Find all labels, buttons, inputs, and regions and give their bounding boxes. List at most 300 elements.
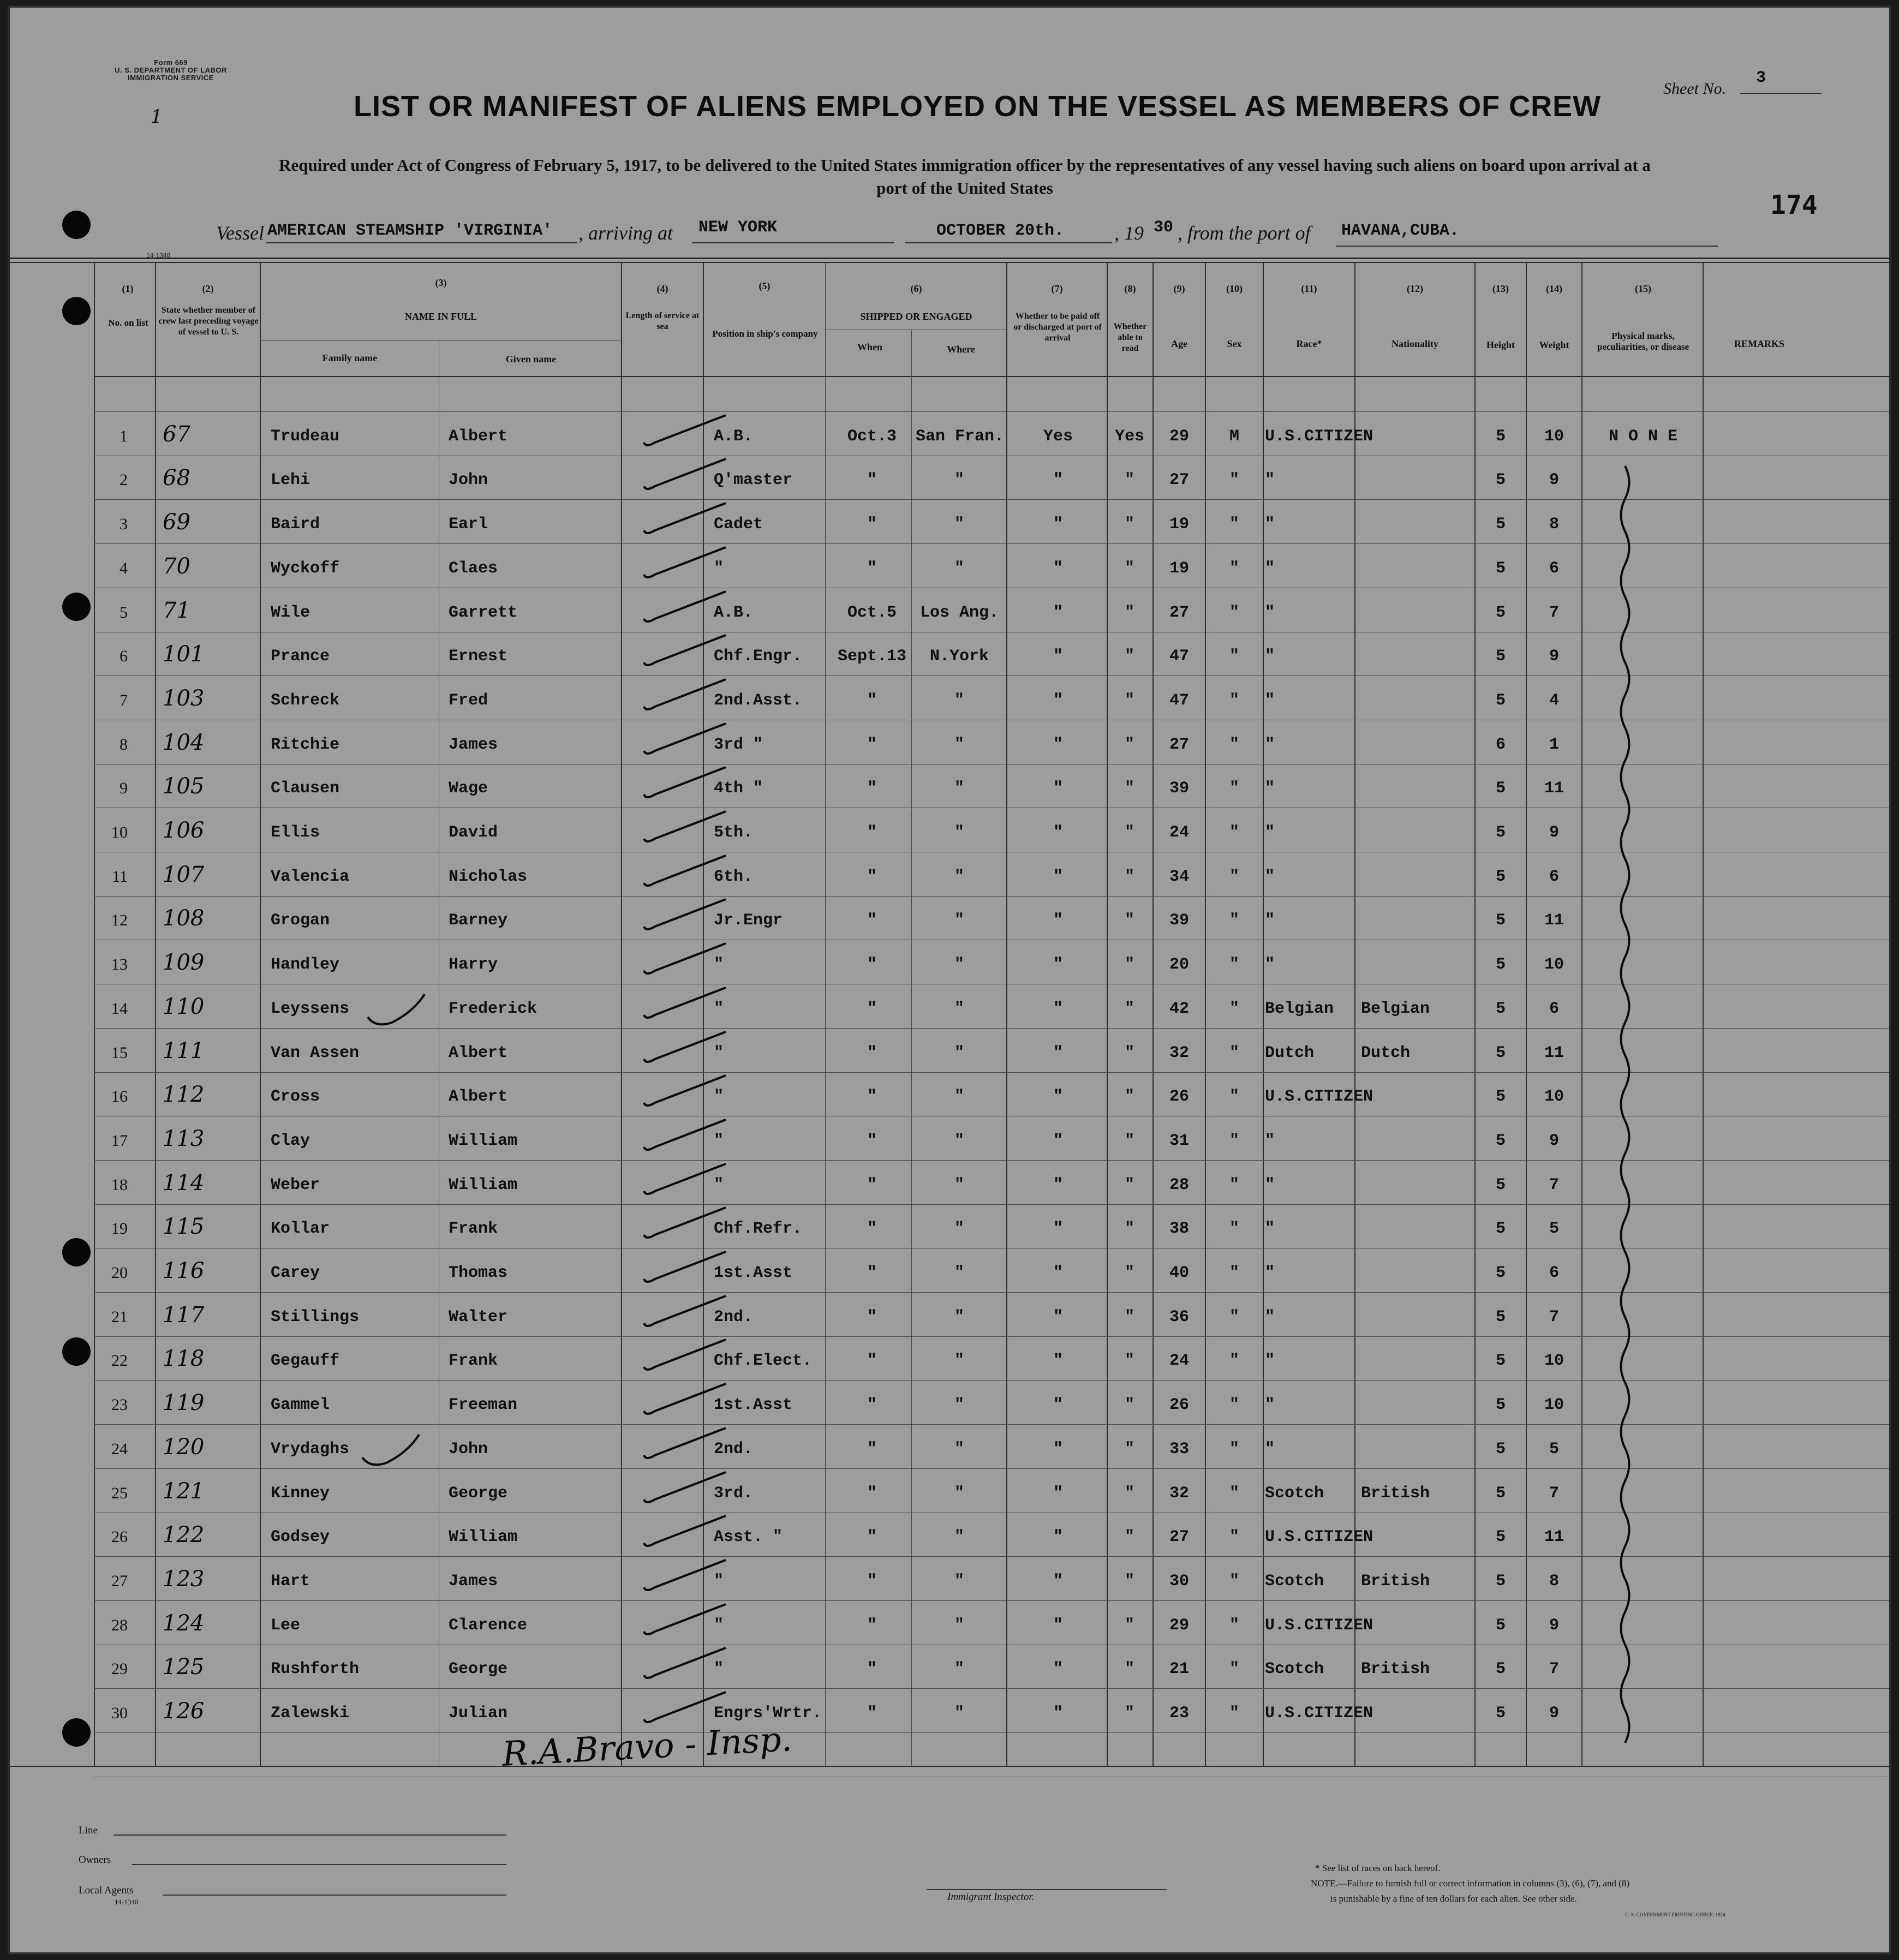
cell-age: 32	[1169, 1484, 1189, 1503]
cell-position: Cadet	[714, 515, 763, 534]
cell-when: "	[867, 1000, 877, 1018]
cell-position: "	[714, 1000, 724, 1018]
cell-when: "	[867, 823, 877, 842]
cell-age: 26	[1169, 1087, 1189, 1106]
cell-when: "	[867, 911, 877, 930]
cell-race: U.S.CITIZEN	[1265, 427, 1374, 446]
previous-voyage-number: 123	[163, 1567, 205, 1592]
stamp-number: 174	[1770, 190, 1818, 220]
cell-paid: "	[1053, 515, 1063, 534]
previous-voyage-number: 70	[163, 554, 190, 579]
cell-read: "	[1124, 1176, 1134, 1194]
cell-where: "	[954, 1132, 964, 1150]
cell-weight: 10	[1544, 955, 1564, 974]
row-number: 28	[111, 1616, 128, 1634]
cell-where: "	[954, 1484, 964, 1503]
cell-race: Dutch	[1265, 1044, 1315, 1062]
cell-race: "	[1265, 691, 1275, 710]
footer-note-races: * See list of races on back hereof.	[1315, 1863, 1441, 1873]
cell-sex: "	[1229, 1176, 1239, 1194]
cell-read: "	[1124, 1352, 1134, 1370]
cell-family: Lee	[271, 1616, 301, 1635]
cell-where: "	[954, 736, 964, 754]
cell-where: "	[954, 1044, 964, 1062]
column-rule	[1703, 262, 1704, 1766]
row-number: 12	[111, 911, 128, 929]
col15-number: (15)	[1635, 283, 1651, 294]
row-number: 11	[112, 868, 128, 886]
cell-nationality: British	[1361, 1572, 1430, 1591]
arriving-port: NEW YORK	[698, 218, 778, 237]
cell-given: Earl	[449, 515, 488, 534]
cell-where: "	[954, 1220, 964, 1238]
cell-family: Ellis	[271, 823, 320, 842]
col2-number: (2)	[202, 283, 214, 294]
cell-sex: "	[1229, 911, 1239, 930]
cell-when: "	[867, 1396, 877, 1414]
col14-header: Weight	[1539, 339, 1569, 350]
cell-family: Carey	[271, 1264, 320, 1282]
name-check-mark	[365, 990, 435, 1044]
previous-voyage-number: 69	[163, 510, 190, 535]
cell-height: 5	[1495, 1176, 1506, 1194]
footer-note-fine: is punishable by a fine of ten dollars for each alien. See other side.	[1330, 1893, 1577, 1904]
cell-weight: 7	[1549, 1176, 1559, 1194]
row-number: 1	[120, 427, 128, 445]
cell-age: 19	[1169, 515, 1189, 534]
cell-when: "	[867, 779, 877, 798]
cell-nationality: British	[1361, 1484, 1430, 1503]
cell-race: U.S.CITIZEN	[1265, 1528, 1374, 1546]
cell-height: 5	[1495, 1528, 1506, 1546]
row-number: 24	[111, 1440, 128, 1458]
cell-position: 2nd.Asst.	[714, 691, 803, 710]
inspector-signature: R.A.Bravo - Insp.	[501, 1719, 793, 1774]
previous-voyage-number: 115	[163, 1214, 205, 1239]
cell-weight: 9	[1549, 471, 1559, 489]
cell-family: Grogan	[271, 911, 330, 930]
cell-weight: 6	[1549, 1264, 1559, 1282]
cell-weight: 8	[1549, 515, 1559, 534]
cell-position: 3rd "	[714, 736, 763, 754]
subtitle-line-2: port of the United States	[876, 178, 1053, 198]
cell-read: "	[1124, 1572, 1134, 1591]
cell-where: "	[954, 1616, 964, 1635]
cell-sex: "	[1229, 1396, 1239, 1414]
cell-sex: "	[1229, 559, 1239, 578]
cell-height: 5	[1495, 1000, 1506, 1018]
cell-race: "	[1265, 515, 1275, 534]
col10-number: (10)	[1226, 283, 1243, 294]
cell-read: "	[1124, 515, 1134, 534]
service-label: IMMIGRATION SERVICE	[128, 74, 214, 82]
cell-given: William	[449, 1528, 518, 1546]
cell-paid: "	[1053, 1704, 1063, 1723]
col1-number: (1)	[122, 283, 134, 294]
form-header	[103, 59, 239, 82]
row-number: 25	[111, 1484, 128, 1502]
cell-where: "	[954, 1704, 964, 1723]
cell-race: "	[1265, 736, 1275, 754]
cell-weight: 11	[1544, 1044, 1564, 1062]
cell-read: "	[1124, 1704, 1134, 1723]
cell-sex: "	[1229, 1220, 1239, 1238]
row-number: 27	[111, 1572, 128, 1590]
cell-sex: "	[1229, 1704, 1239, 1723]
cell-family: Stillings	[271, 1308, 360, 1326]
cell-paid: "	[1053, 1087, 1063, 1106]
cell-sex: "	[1229, 1044, 1239, 1062]
cell-weight: 10	[1544, 427, 1564, 446]
arrival-date: OCTOBER 20th.	[936, 222, 1065, 240]
cell-age: 19	[1169, 559, 1189, 578]
cell-age: 20	[1169, 955, 1189, 974]
col4-header: Length of service at sea	[625, 311, 700, 331]
cell-height: 5	[1495, 1616, 1506, 1635]
cell-read: "	[1124, 1220, 1134, 1238]
cell-sex: "	[1229, 1000, 1239, 1018]
cell-position: 1st.Asst	[714, 1264, 793, 1282]
previous-voyage-number: 113	[163, 1126, 205, 1151]
cell-height: 5	[1495, 559, 1506, 578]
cell-weight: 11	[1544, 779, 1564, 798]
cell-read: "	[1124, 1000, 1134, 1018]
col13-header: Height	[1486, 339, 1515, 350]
cell-read: "	[1124, 779, 1134, 798]
cell-paid: "	[1053, 1264, 1063, 1282]
column-rule	[1581, 262, 1582, 1766]
cell-given: George	[449, 1660, 508, 1678]
cell-where: N.York	[929, 647, 989, 666]
cell-age: 47	[1169, 691, 1189, 710]
cell-age: 27	[1169, 736, 1189, 754]
cell-given: James	[449, 736, 498, 754]
cell-family: Vrydaghs	[271, 1440, 350, 1459]
cell-where: "	[954, 515, 964, 534]
cell-sex: "	[1229, 1352, 1239, 1370]
cell-given: Clarence	[449, 1616, 528, 1635]
cell-age: 27	[1169, 471, 1189, 489]
column-rule	[825, 262, 826, 1766]
cell-weight: 10	[1544, 1352, 1564, 1370]
cell-paid: "	[1053, 955, 1063, 974]
cell-where: "	[954, 691, 964, 710]
cell-position: Engrs'Wrtr.	[714, 1704, 822, 1723]
cell-read: "	[1124, 1308, 1134, 1326]
cell-weight: 9	[1549, 823, 1559, 842]
footer-inspector-label: Immigrant Inspector.	[947, 1891, 1035, 1903]
cell-where: "	[954, 1352, 964, 1370]
cell-read: "	[1124, 736, 1134, 754]
punch-hole	[62, 1337, 91, 1366]
cell-family: Kinney	[271, 1484, 330, 1503]
cell-given: Albert	[449, 427, 508, 446]
cell-family: Clay	[271, 1132, 310, 1150]
cell-position: A.B.	[714, 427, 754, 446]
previous-voyage-number: 108	[163, 906, 205, 931]
punch-hole	[62, 1718, 91, 1747]
cell-height: 5	[1495, 1484, 1506, 1503]
cell-given: George	[449, 1484, 508, 1503]
cell-height: 5	[1495, 1044, 1506, 1062]
col11-header: Race*	[1296, 338, 1322, 349]
cell-race: "	[1265, 1440, 1275, 1459]
footer-agents-code: 14-1340	[115, 1898, 139, 1906]
col7-header: Whether to be paid off or discharged at port of arrival	[1013, 312, 1102, 343]
cell-given: Julian	[449, 1704, 508, 1723]
cell-when: "	[867, 736, 877, 754]
cell-given: David	[449, 823, 498, 842]
column-rule	[1263, 262, 1264, 1766]
cell-height: 5	[1495, 823, 1506, 842]
cell-position: "	[714, 1132, 724, 1150]
col13-number: (13)	[1492, 283, 1509, 294]
cell-weight: 4	[1549, 691, 1559, 710]
cell-given: Thomas	[449, 1264, 508, 1282]
cell-family: Trudeau	[271, 427, 340, 446]
cell-race: Scotch	[1265, 1484, 1324, 1503]
cell-position: "	[714, 559, 724, 578]
cell-height: 5	[1495, 1704, 1506, 1723]
from-label: , from the port of	[1178, 222, 1311, 244]
cell-sex: "	[1229, 1440, 1239, 1459]
cell-height: 5	[1495, 779, 1506, 798]
col9-header: Age	[1171, 338, 1187, 349]
cell-where: "	[954, 1000, 964, 1018]
punch-hole	[62, 593, 91, 621]
col3a-header: Family name	[322, 352, 378, 363]
cell-family: Rushforth	[271, 1660, 360, 1678]
cell-race: Scotch	[1265, 1572, 1324, 1591]
cell-when: "	[867, 1044, 877, 1062]
cell-paid: "	[1053, 1352, 1063, 1370]
row-number: 7	[120, 691, 128, 709]
cell-paid: "	[1053, 868, 1063, 886]
cell-height: 5	[1495, 691, 1506, 710]
cell-position: "	[714, 1176, 724, 1194]
col5-number: (5)	[759, 280, 771, 291]
cell-where: "	[954, 1528, 964, 1546]
cell-given: Harry	[449, 955, 498, 974]
previous-voyage-number: 67	[163, 422, 190, 447]
cell-family: Kollar	[271, 1220, 330, 1238]
previous-voyage-number: 117	[163, 1302, 205, 1328]
cell-read: "	[1124, 1396, 1134, 1414]
cell-when: "	[867, 1572, 877, 1591]
previous-voyage-number: 68	[163, 465, 190, 491]
cell-weight: 7	[1549, 603, 1559, 622]
cell-weight: 7	[1549, 1660, 1559, 1678]
cell-given: Nicholas	[449, 868, 528, 886]
col3-number: (3)	[435, 277, 447, 288]
cell-given: John	[449, 1440, 488, 1459]
cell-family: Leyssens	[271, 1000, 350, 1018]
cell-age: 38	[1169, 1220, 1189, 1238]
col16-header: REMARKS	[1734, 338, 1784, 349]
previous-voyage-number: 107	[163, 862, 205, 887]
from-port: HAVANA,CUBA.	[1341, 222, 1460, 240]
col3b-header: Given name	[505, 354, 557, 364]
cell-sex: "	[1229, 736, 1239, 754]
cell-when: "	[867, 471, 877, 489]
cell-weight: 11	[1544, 1528, 1564, 1546]
column-rule	[260, 262, 261, 1766]
cell-position: Chf.Elect.	[714, 1352, 813, 1370]
cell-read: "	[1124, 1616, 1134, 1635]
cell-sex: "	[1229, 1308, 1239, 1326]
cell-age: 29	[1169, 427, 1189, 446]
cell-position: Asst. "	[714, 1528, 783, 1546]
cell-given: James	[449, 1572, 498, 1591]
page-subtitle	[97, 154, 1832, 200]
cell-family: Schreck	[271, 691, 340, 710]
table-bottom-rule	[10, 1766, 1889, 1767]
cell-weight: 11	[1544, 911, 1564, 930]
cell-family: Gammel	[271, 1396, 330, 1414]
cell-age: 23	[1169, 1704, 1189, 1723]
cell-where: "	[954, 1396, 964, 1414]
cell-weight: 1	[1549, 736, 1559, 754]
row-number: 13	[111, 955, 128, 973]
cell-family: Wile	[271, 603, 310, 622]
cell-height: 5	[1495, 868, 1506, 886]
previous-voyage-number: 106	[163, 818, 205, 843]
cell-height: 5	[1495, 515, 1506, 534]
previous-voyage-number: 112	[163, 1082, 205, 1107]
row-number: 9	[120, 779, 128, 797]
footer-printer: U. S. GOVERNMENT PRINTING OFFICE: 1924	[1625, 1912, 1725, 1917]
previous-voyage-number: 121	[163, 1479, 205, 1504]
row-number: 23	[111, 1396, 128, 1414]
previous-voyage-number: 109	[163, 950, 205, 975]
cell-paid: "	[1053, 1220, 1063, 1238]
cell-read: "	[1124, 647, 1134, 666]
cell-position: 5th.	[714, 823, 754, 842]
punch-hole	[62, 211, 91, 239]
row-number: 14	[111, 1000, 128, 1018]
cell-sex: "	[1229, 955, 1239, 974]
cell-position: A.B.	[714, 603, 754, 622]
form-code: 14-1340	[146, 252, 171, 259]
cell-age: 27	[1169, 1528, 1189, 1546]
cell-paid: "	[1053, 603, 1063, 622]
previous-voyage-number: 125	[163, 1654, 205, 1680]
name-check-mark	[359, 1430, 430, 1485]
cell-position: 4th "	[714, 779, 763, 798]
cell-paid: "	[1053, 1396, 1063, 1414]
cell-sex: "	[1229, 1087, 1239, 1106]
cell-nationality: Dutch	[1361, 1044, 1411, 1062]
cell-age: 39	[1169, 911, 1189, 930]
col4-number: (4)	[656, 283, 668, 294]
form-number: Form 669	[154, 58, 188, 67]
cell-sex: "	[1229, 1528, 1239, 1546]
cell-age: 42	[1169, 1000, 1189, 1018]
cell-paid: "	[1053, 691, 1063, 710]
cell-given: John	[449, 471, 488, 489]
cell-sex: "	[1229, 471, 1239, 489]
cell-where: "	[954, 1660, 964, 1678]
cell-weight: 5	[1549, 1220, 1559, 1238]
cell-when: "	[867, 1352, 877, 1370]
col12-number: (12)	[1407, 283, 1423, 294]
punch-hole	[62, 1238, 91, 1266]
cell-where: "	[954, 779, 964, 798]
footer-owners-label: Owners	[79, 1854, 111, 1866]
cell-position: 1st.Asst	[714, 1396, 793, 1414]
cell-sex: "	[1229, 868, 1239, 886]
cell-read: "	[1124, 1132, 1134, 1150]
row-number: 2	[120, 471, 128, 489]
cell-position: "	[714, 1087, 724, 1106]
row-number: 19	[111, 1220, 128, 1238]
sheet-number: 3	[1756, 69, 1766, 87]
cell-given: William	[449, 1132, 518, 1150]
cell-where: "	[954, 1440, 964, 1459]
cell-family: Gegauff	[271, 1352, 340, 1370]
cell-read: "	[1124, 559, 1134, 578]
cell-race: "	[1265, 559, 1275, 578]
cell-paid: "	[1053, 1132, 1063, 1150]
header-rule	[260, 340, 621, 341]
cell-age: 21	[1169, 1660, 1189, 1678]
cell-height: 5	[1495, 427, 1506, 446]
cell-when: "	[867, 559, 877, 578]
cell-family: Zalewski	[271, 1704, 350, 1723]
cell-when: Oct.5	[847, 603, 897, 622]
cell-paid: "	[1053, 823, 1063, 842]
cell-family: Ritchie	[271, 736, 340, 754]
cell-where: "	[954, 1572, 964, 1591]
cell-age: 32	[1169, 1044, 1189, 1062]
cell-sex: "	[1229, 647, 1239, 666]
cell-read: "	[1124, 603, 1134, 622]
cell-paid: Yes	[1043, 427, 1073, 446]
cell-race: "	[1265, 647, 1275, 666]
column-rule	[911, 330, 912, 1766]
cell-race: "	[1265, 911, 1275, 930]
previous-voyage-number: 122	[163, 1522, 205, 1547]
cell-family: Godsey	[271, 1528, 330, 1546]
cell-read: "	[1124, 1264, 1134, 1282]
cell-where: "	[954, 1308, 964, 1326]
cell-race: "	[1265, 1308, 1275, 1326]
previous-voyage-number: 126	[163, 1699, 205, 1724]
row-number: 18	[111, 1176, 128, 1194]
previous-voyage-number: 119	[163, 1390, 205, 1415]
row-number: 21	[111, 1308, 128, 1326]
cell-family: Wyckoff	[271, 559, 340, 578]
cell-given: Frank	[449, 1220, 498, 1238]
cell-age: 36	[1169, 1308, 1189, 1326]
cell-when: "	[867, 955, 877, 974]
cell-race: Belgian	[1265, 1000, 1334, 1018]
cell-height: 5	[1495, 955, 1506, 974]
col1-header: No. on list	[108, 318, 148, 328]
footer-line-label: Line	[79, 1825, 98, 1836]
year-prefix: , 19	[1114, 222, 1144, 244]
cell-where: Los Ang.	[919, 603, 999, 622]
ditto-wavy-line	[1603, 461, 1647, 1748]
cell-sex: "	[1229, 1660, 1239, 1678]
previous-voyage-number: 101	[163, 642, 205, 667]
cell-weight: 6	[1549, 1000, 1559, 1018]
cell-race: "	[1265, 1396, 1275, 1414]
cell-age: 33	[1169, 1440, 1189, 1459]
cell-when: "	[867, 868, 877, 886]
cell-race: "	[1265, 823, 1275, 842]
cell-weight: 9	[1549, 1704, 1559, 1723]
